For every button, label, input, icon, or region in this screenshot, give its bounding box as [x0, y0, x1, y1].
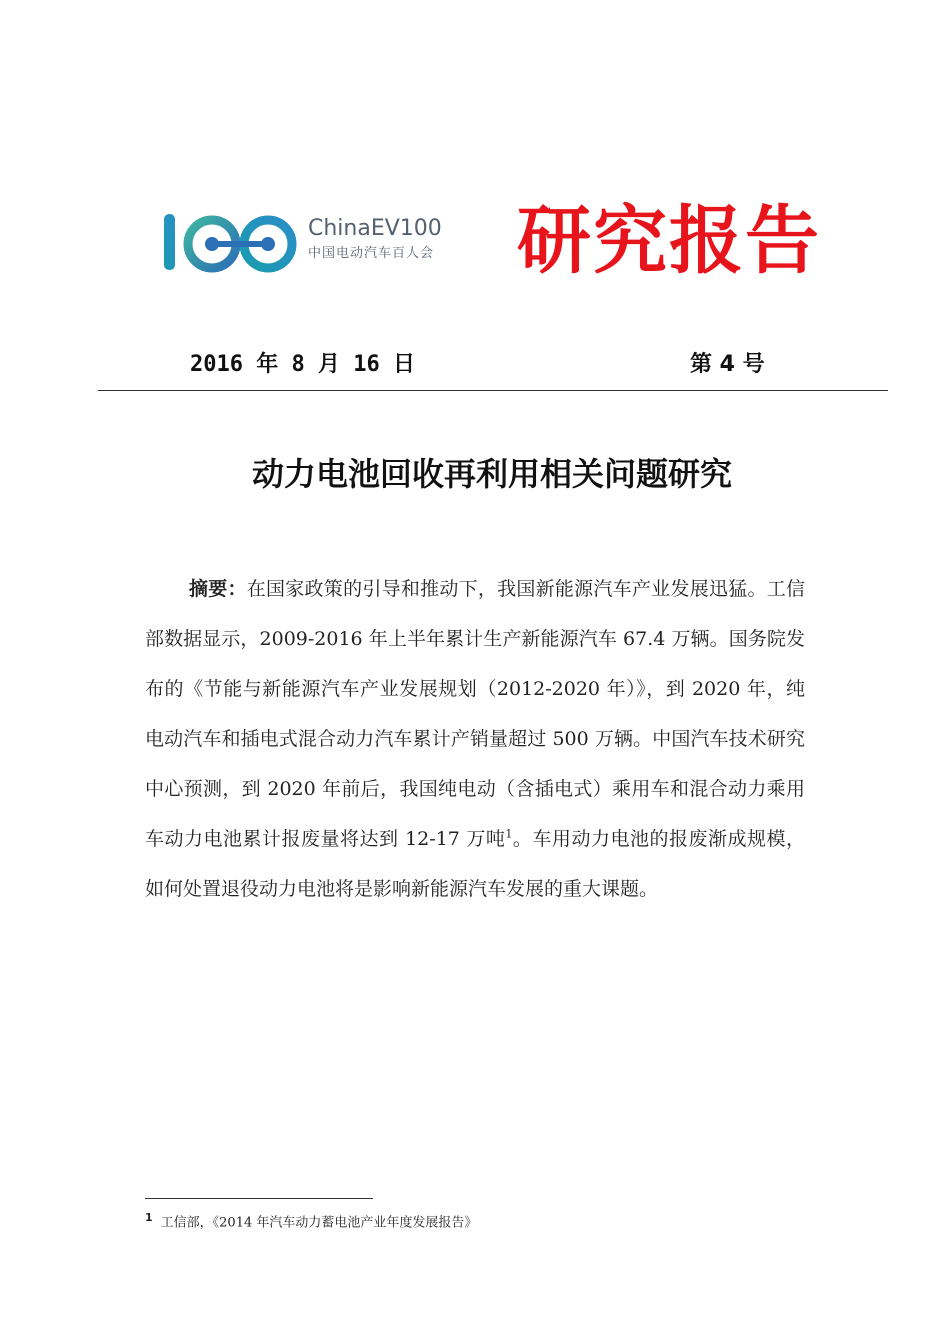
header-divider: [98, 390, 888, 391]
abstract-paragraph: [145, 564, 805, 914]
footnote: [145, 1208, 477, 1233]
ev100-logo-icon: [160, 206, 300, 276]
issue-date: 2016 年 8 月 16 日: [190, 352, 415, 377]
logo-chinese-name: 中国电动汽车百人会: [308, 246, 435, 261]
china-ev100-logo: [160, 206, 460, 276]
footnote-divider: [145, 1198, 373, 1199]
issue-number: 第 4 号: [690, 352, 765, 377]
logo-english-name: ChinaEV100: [308, 216, 442, 241]
footnote-text: 工信部，《2014 年汽车动力蓄电池产业年度发展报告》: [160, 1215, 478, 1231]
logo-wordmark: [308, 216, 442, 264]
abstract-text: 在国家政策的引导和推动下，我国新能源汽车产业发展迅猛。工信部数据显示，2009-2016 年上半年累计生产新能源汽车 67.4 万辆。国务院发布的《节能与新能源汽车产业发展规划（2012-2020 年）》，到 2020 年，纯电动汽车和插电式混合动力汽车累计产销量超过 500 万辆。中国汽车技术研究中心预测，到 2020 年前后，我国纯电动（含插电式）乘用车和混合动力乘用车动力电池累计报废量将达到 12-17 万吨: [145, 578, 805, 850]
footnote-reference: 1: [505, 827, 513, 841]
footnote-marker: 1: [145, 1211, 153, 1224]
report-type-label: 研究报告: [517, 198, 821, 284]
abstract-label: 摘要：: [189, 578, 247, 600]
abstract-text-continued: 。车用动力电池的报废渐成规模，如何处置退役动力电池将是影响新能源汽车发展的重大课题。: [145, 828, 805, 900]
document-title: 动力电池回收再利用相关问题研究: [251, 455, 732, 493]
